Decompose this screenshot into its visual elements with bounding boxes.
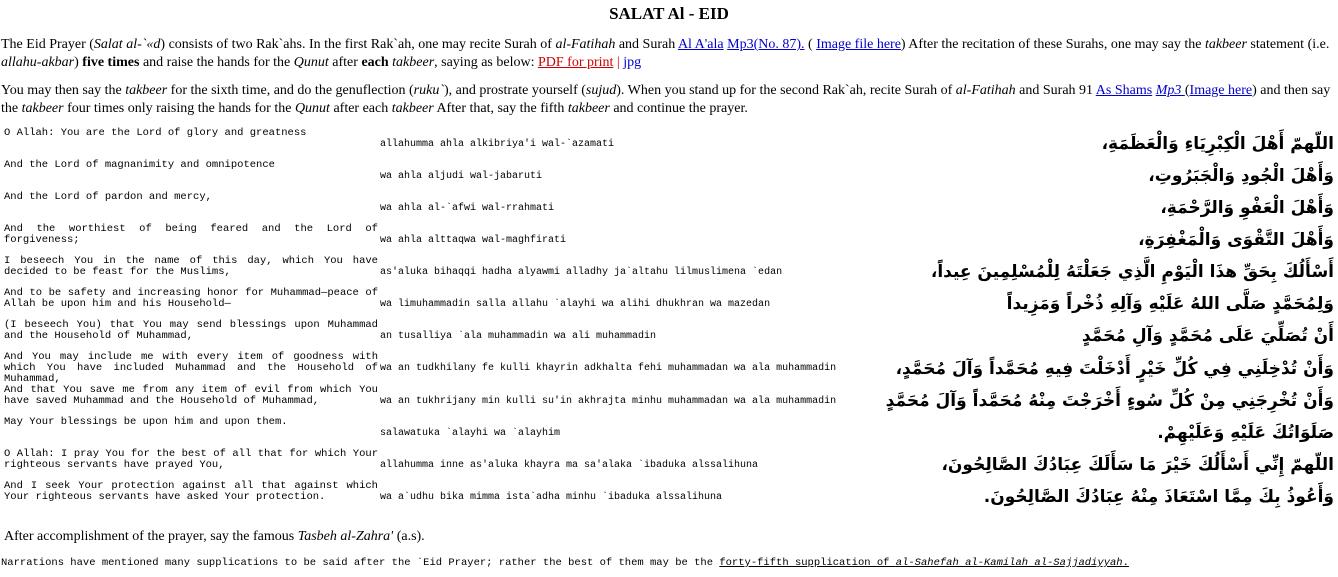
text: after: [328, 55, 362, 70]
text: ) consists of two Rak`ahs. In the first Rak`ah, one may recite Surah of: [160, 37, 556, 52]
text-italic: Tasbeh al-Zahra': [297, 529, 394, 544]
after-prayer-note: [4, 529, 425, 545]
text: ) After the recitation of these Surahs, one may say the: [900, 37, 1205, 52]
image-file-link[interactable]: Image file here: [816, 37, 901, 52]
arabic-text: اللّهمّ إِنِّي أَسْأَلُكَ خَيْرَ مَا سَأَلَكَ عِبَادُكَ الصَّالِحُونَ،: [941, 455, 1334, 475]
text: (a.s).: [393, 529, 425, 544]
arabic-text: صَلَوَاتُكَ عَلَيْهِ وَعَلَيْهِمْ.: [1157, 423, 1334, 443]
text-bold: each: [361, 55, 389, 70]
english-text: And the worthiest of being feared and the Lord of forgiveness;: [4, 223, 378, 246]
table-row: [0, 288, 1338, 320]
table-row: [0, 160, 1338, 192]
transliteration-text: an tusalliya `ala muhammadin wa ali muhammadin: [380, 330, 657, 342]
transliteration-text: wa ahla alttaqwa wal-maghfirati: [380, 234, 567, 246]
english-text: And You may include me with every item of goodness with which You have included Muhammad and the Household of Muhammad,: [4, 351, 378, 385]
table-row: [0, 385, 1338, 417]
english-text: And to be safety and increasing honor for Muhammad—peace of Allah be upon him and his Household—: [4, 287, 378, 310]
english-text: May Your blessings be upon him and upon them.: [4, 416, 288, 428]
text: ): [74, 55, 83, 70]
text-italic: al-Fatihah: [555, 37, 616, 52]
english-text: And that You save me from any item of evil from which You have saved Muhammad and the Household of Muhammad,: [4, 384, 378, 407]
narrations-note: [1, 557, 1129, 569]
text-italic: al-Fatihah: [955, 83, 1016, 98]
text-italic: takbeer: [391, 101, 434, 116]
transliteration-text: wa an tukhrijany min kulli su'in akhrajta minhu muhammadan wa ala muhammadin: [380, 395, 837, 407]
table-row: [0, 449, 1338, 481]
english-text: I beseech You in the name of this day, which You have decided to be feast for the Muslims,: [4, 255, 378, 278]
text: After accomplishment of the prayer, say the famous: [4, 529, 298, 544]
jpg-link[interactable]: jpg: [623, 55, 642, 70]
arabic-text: وَأَهْلَ الْعَفْوِ وَالرَّحْمَةِ،: [1160, 198, 1334, 218]
text: ) and then say the: [1, 83, 1331, 116]
intro-paragraph: [1, 36, 1331, 72]
arabic-text: وَلِمُحَمَّدٍ صَلَّى اللهُ عَلَيْهِ وَآلِهِ ذُخْراً وَمَزِيداً: [1006, 294, 1334, 314]
supplication-rows: [0, 128, 1338, 513]
english-text: And the Lord of magnanimity and omnipotence: [4, 159, 275, 171]
link-text: forty-fifth supplication of: [719, 557, 896, 569]
text: (: [804, 37, 817, 52]
transliteration-text: wa ahla aljudi wal-jabaruti: [380, 170, 543, 182]
arabic-text: اللّهمّ أَهْلَ الْكِبْرِيَاءِ وَالْعَظَمَةِ،: [1101, 134, 1334, 154]
text-italic: takbeer: [125, 83, 168, 98]
text-italic: Salat al-`«d: [93, 37, 161, 52]
transliteration-text: wa ahla al-`afwi wal-rrahmati: [380, 202, 555, 214]
text: and Surah 91: [1015, 83, 1096, 98]
text: Narrations have mentioned many supplications to be said after the `Eid Prayer; rather the best of them may be the: [1, 557, 720, 569]
english-text: And I seek Your protection against all that against which Your righteous servants have asked Your protection.: [4, 480, 378, 503]
transliteration-text: as'aluka bihaqqi hadha alyawmi alladhy ja`altahu lilmuslimena `edan: [380, 266, 783, 278]
text: , saying as below:: [434, 55, 538, 70]
text-italic: ruku`: [413, 83, 444, 98]
text-italic: takbeer: [21, 101, 64, 116]
arabic-text: وَأَنْ تُخْرِجَنِي مِنْ كُلِّ سُوءٍ أَخْرَجْتَ مِنْهُ مُحَمَّداً وَآلَ مُحَمَّدٍ: [885, 391, 1334, 411]
text-italic: Qunut: [293, 55, 329, 70]
transliteration-text: wa a`udhu bika mimma ista`adha minhu `ibaduka alssalihuna: [380, 491, 723, 503]
table-row: [0, 256, 1338, 288]
link-text: .: [1122, 557, 1129, 569]
arabic-text: وَأَهْلَ الْجُودِ وَالْجَبَرُوتِ،: [1148, 166, 1334, 186]
text: after each: [329, 101, 392, 116]
text-italic: takbeer: [1204, 37, 1247, 52]
mp3-link[interactable]: Mp3(No. 87).: [727, 37, 805, 52]
pdf-for-print-link[interactable]: PDF for print: [537, 55, 614, 70]
text: ). When you stand up for the second Rak`ah, recite Surah of: [616, 83, 956, 98]
english-text: (I beseech You) that You may send blessings upon Muhammad and the Household of Muhammad,: [4, 319, 378, 342]
image-here-link[interactable]: Image here: [1189, 83, 1253, 98]
table-row: [0, 192, 1338, 224]
text: You may then say the: [1, 83, 126, 98]
table-row: [0, 128, 1338, 160]
sahefah-supplication-link[interactable]: [719, 557, 1129, 569]
text-italic: sujud: [585, 83, 617, 98]
arabic-text: أَنْ تُصَلِّيَ عَلَى مُحَمَّدٍ وَآلِ مُحَمَّدٍ: [1081, 326, 1334, 346]
page-title: SALAT Al - EID: [609, 4, 729, 23]
surah-al-aala-link[interactable]: Al A'ala: [677, 37, 724, 52]
text-italic: Qunut: [294, 101, 330, 116]
table-row: [0, 352, 1338, 385]
arabic-text: وَأَعُوذُ بِكَ مِمَّا اسْتَعَاذَ مِنْهُ عِبَادُكَ الصَّالِحُونَ.: [983, 487, 1334, 507]
surah-as-shams-link[interactable]: As Shams: [1095, 83, 1153, 98]
text-italic: takbeer: [392, 55, 435, 70]
text: (: [1184, 83, 1190, 98]
text: and continue the prayer.: [609, 101, 748, 116]
second-rakah-paragraph: [1, 82, 1331, 118]
arabic-text: وَأَنْ تُدْخِلَنِي فِي كُلِّ خَيْرٍ أَدْخَلْتَ فِيهِ مُحَمَّداً وَآلَ مُحَمَّدٍ،: [895, 358, 1334, 379]
transliteration-text: allahumma ahla alkibriya'i wal-`azamati: [380, 138, 615, 150]
table-row: [0, 224, 1338, 256]
text: statement (i.e.: [1246, 37, 1330, 52]
text: ), and prostrate yourself (: [444, 83, 586, 98]
text-italic: allahu-akbar: [1, 55, 75, 70]
text-bold: five times: [82, 55, 140, 70]
transliteration-text: wa an tudkhilany fe kulli khayrin adkhalta fehi muhammadan wa ala muhammadin: [380, 363, 837, 374]
transliteration-text: wa limuhammadin salla allahu `alayhi wa alihi dhukhran wa mazedan: [380, 298, 771, 310]
text: four times only raising the hands for the: [63, 101, 295, 116]
supplication-table: [0, 128, 1338, 513]
text: After that, say the fifth: [433, 101, 568, 116]
arabic-text: أَسْأَلُكَ بِحَقِّ هذَا الْيَوْمِ الَّذِي جَعَلْتَهُ لِلْمُسْلِمِينَ عِيداً،: [930, 262, 1334, 282]
english-text: O Allah: I pray You for the best of all that for which Your righteous servants have prayed You,: [4, 448, 378, 471]
english-text: And the Lord of pardon and mercy,: [4, 191, 212, 203]
transliteration-text: salawatuka `alayhi wa `alayhim: [380, 427, 561, 439]
text: and raise the hands for the: [139, 55, 294, 70]
table-row: [0, 417, 1338, 449]
transliteration-text: allahumma inne as'aluka khayra ma sa'alaka `ibaduka alssalihuna: [380, 459, 759, 471]
english-text: O Allah: You are the Lord of glory and greatness: [4, 127, 307, 139]
mp3-link[interactable]: Mp3: [1155, 83, 1185, 98]
text: and Surah: [615, 37, 678, 52]
table-row: [0, 320, 1338, 352]
text: for the sixth time, and do the genuflection (: [167, 83, 414, 98]
text: The Eid Prayer (: [1, 37, 94, 52]
arabic-text: وَأَهْلَ التَّقْوَى وَالْمَغْفِرَةِ،: [1138, 230, 1334, 250]
separator: |: [613, 55, 624, 70]
text-italic: takbeer: [567, 101, 610, 116]
table-row: [0, 481, 1338, 513]
link-text-italic: al-Sahefah al-Kamilah al-Sajjadiyyah: [895, 557, 1123, 569]
